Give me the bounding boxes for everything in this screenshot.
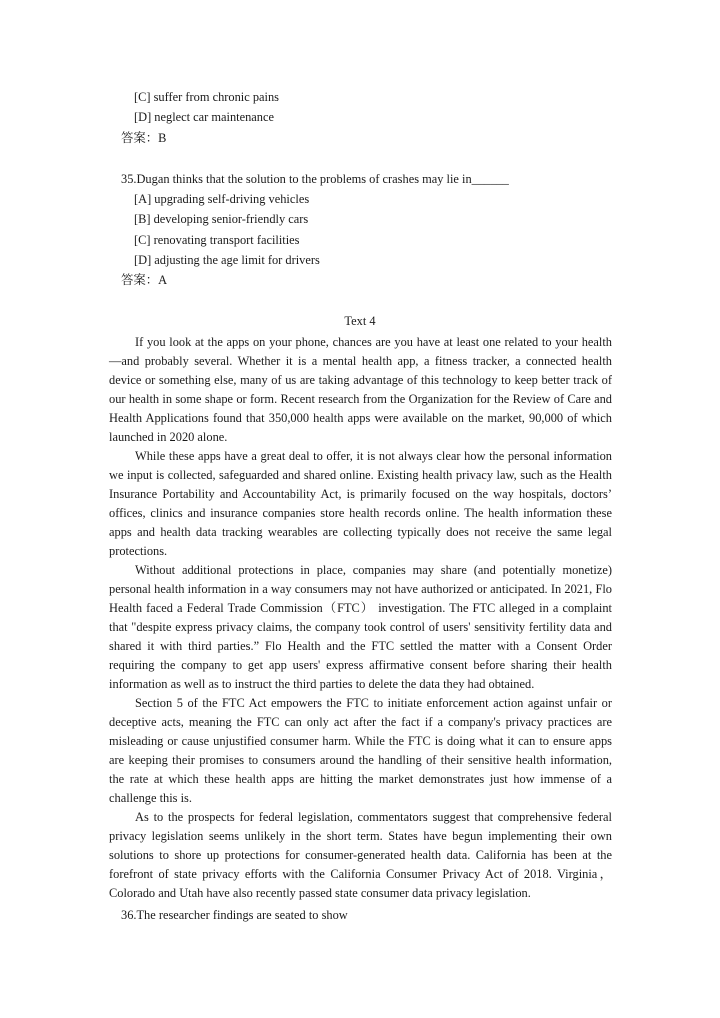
q35-answer: 答案：A: [121, 273, 168, 287]
q35-option-a: [A] upgrading self-driving vehicles: [134, 192, 310, 206]
text4-paragraph-4: Section 5 of the FTC Act empowers the FTC to initiate enforcement action against unfair or deceptive acts, meaning the FTC can only act after the fact if a company's privacy practices are misleading or cause unjustified consumer harm. While the FTC is doing what it can to ensure apps are keeping their promises to consumers around the handling of their sensitive health information, the rate at which these health apps are hitting the market demonstrates just how immense of a challenge this is.: [109, 696, 612, 805]
text4-paragraph-3: Without additional protections in place, companies may share (and potentially monetize) personal health information in a way consumers may not have authorized or anticipated. In 2021, Flo Health faced a Federal Trade Commission（FTC） investigation. The FTC alleged in a complaint that "despite express privacy claims, the company took control of users' sensitivity fertility data and shared it with third parties.” Flo Health and the FTC settled the matter with a Consent Order requiring the company to get app users' express affirmative consent before sharing their health information as well as to instruct the third parties to delete the data they had obtained.: [109, 563, 612, 691]
q35-option-d: [D] adjusting the age limit for drivers: [134, 253, 320, 267]
q34-option-c: [C] suffer from chronic pains: [134, 90, 279, 104]
text4-paragraph-2: While these apps have a great deal to offer, it is not always clear how the personal information we input is collected, safeguarded and shared online. Existing health privacy law, such as the Health Insurance Portability and Accountability Act, is primarily focused on the way hospitals, doctors’ offices, clinics and insurance companies store health records online. The health information these apps and health data tracking wearables are collecting typically does not receive the same legal protections.: [109, 449, 612, 558]
q34-option-d: [D] neglect car maintenance: [134, 110, 274, 124]
q35-question: 35.Dugan thinks that the solution to the problems of crashes may lie in______: [121, 172, 509, 186]
text4-title: Text 4: [344, 314, 376, 328]
text4-paragraph-5: As to the prospects for federal legislation, commentators suggest that comprehensive federal privacy legislation seems unlikely in the short term. States have begun implementing their own solutions to shore up protections for consumer-generated health data. California has been at the forefront of state privacy efforts with the California Consumer Privacy Act of 2018. Virginia，Colorado and Utah have also recently passed state consumer data privacy legislation.: [109, 810, 612, 900]
text4-paragraph-1: If you look at the apps on your phone, chances are you have at least one related to your health—and probably several. Whether it is a mental health app, a fitness tracker, a connected health device or something else, many of us are taking advantage of this technology to keep better track of our health in some shape or form. Recent research from the Organization for the Review of Care and Health Applications found that 350,000 health apps were available on the market, 90,000 of which launched in 2020 alone.: [109, 335, 612, 444]
q35-option-b: [B] developing senior-friendly cars: [134, 212, 309, 226]
q35-option-c: [C] renovating transport facilities: [134, 233, 300, 247]
q34-answer: 答案：B: [121, 131, 167, 145]
text4-body: [109, 333, 612, 903]
q36-question: 36.The researcher findings are seated to show: [121, 908, 348, 922]
